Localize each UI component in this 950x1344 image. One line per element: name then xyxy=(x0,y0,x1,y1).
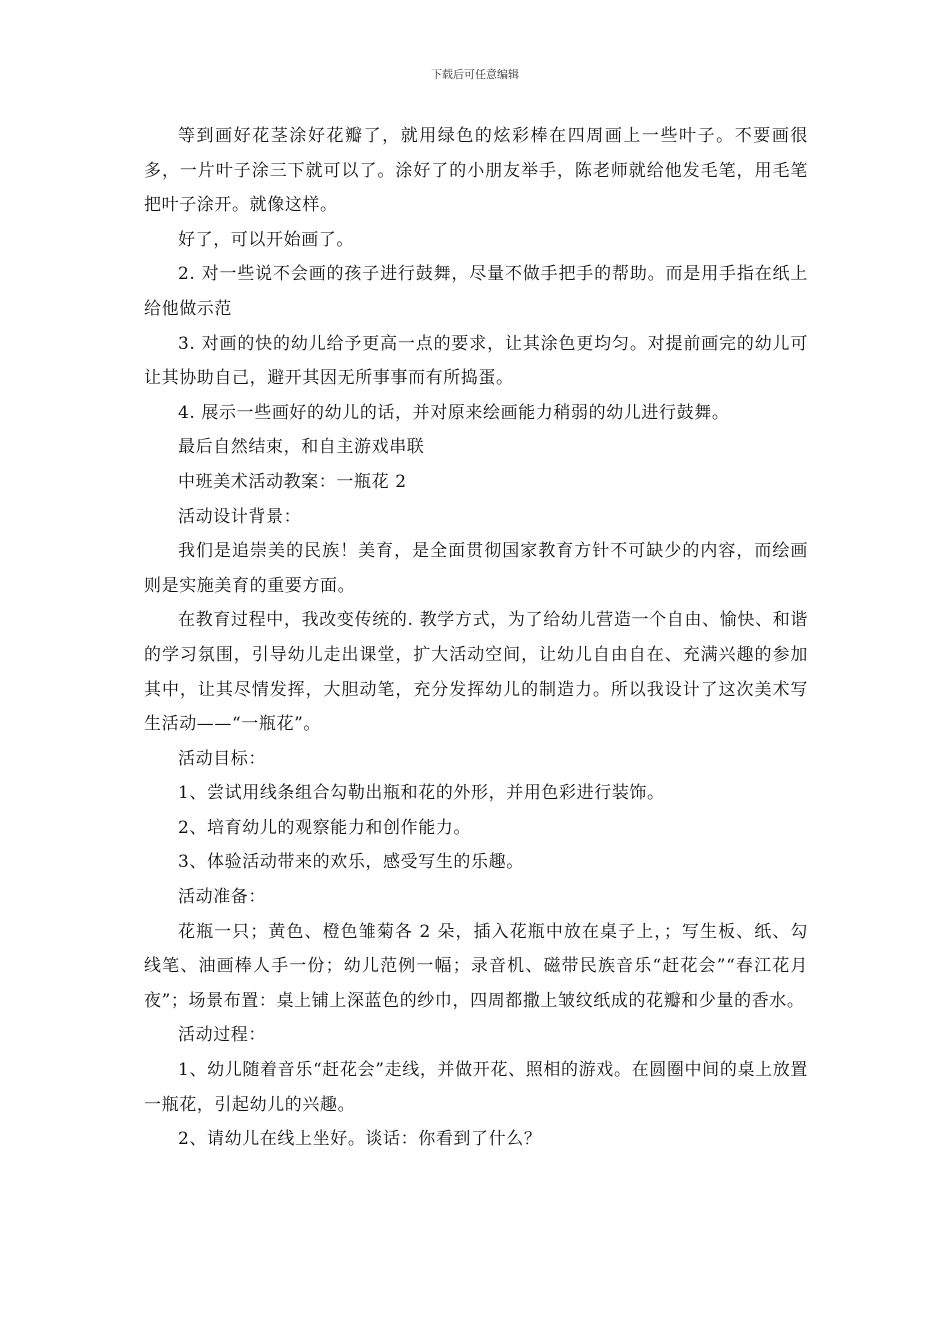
section-heading: 活动设计背景： xyxy=(178,506,302,527)
section-title: 中班美术活动教案：一瓶花 2 xyxy=(178,471,407,492)
paragraph: 在教育过程中，我改变传统的. 教学方式，为了给幼儿营造一个自由、愉快、和谐的学习氛围，引导幼儿走出课堂，扩大活动空间，让幼儿自由自在、充满兴趣的参加其中，让其尽情发挥，大胆动笔，充分发挥幼儿的制造力。所以我设计了这次美术写生活动——“一瓶花”。 xyxy=(144,610,808,735)
page-header: 下载后可任意编辑 xyxy=(431,68,519,81)
paragraph: 3. 对画的快的幼儿给予更高一点的要求，让其涂色更均匀。对提前画完的幼儿可让其协助自己，避开其因无所事事而有所捣蛋。 xyxy=(144,333,808,389)
paragraph: 好了，可以开始画了。 xyxy=(178,229,354,250)
list-item: 1、尝试用线条组合勾勒出瓶和花的外形，并用色彩进行装饰。 xyxy=(178,783,665,804)
list-item: 2、培育幼儿的观察能力和创作能力。 xyxy=(178,817,472,838)
list-item: 2、请幼儿在线上坐好。谈话：你看到了什么？ xyxy=(178,1129,542,1150)
document-body xyxy=(144,119,808,1157)
paragraph: 我们是追崇美的民族！美育，是全面贯彻国家教育方针不可缺少的内容，而绘画则是实施美育的重要方面。 xyxy=(144,541,808,596)
paragraph: 4. 展示一些画好的幼儿的话，并对原来绘画能力稍弱的幼儿进行鼓舞。 xyxy=(178,402,730,423)
section-heading: 活动过程： xyxy=(178,1025,266,1046)
paragraph: 2. 对一些说不会画的孩子进行鼓舞，尽量不做手把手的帮助。而是用手指在纸上给他做示范 xyxy=(144,264,808,319)
section-heading: 活动目标： xyxy=(178,748,266,769)
list-item: 1、幼儿随着音乐“赶花会”走线，并做开花、照相的游戏。在圆圈中间的桌上放置一瓶花，引起幼儿的兴趣。 xyxy=(144,1060,808,1115)
paragraph: 等到画好花茎涂好花瓣了，就用绿色的炫彩棒在四周画上一些叶子。不要画很多，一片叶子涂三下就可以了。涂好了的小朋友举手，陈老师就给他发毛笔，用毛笔把叶子涂开。就像这样。 xyxy=(144,126,808,216)
paragraph: 最后自然结束，和自主游戏串联 xyxy=(178,437,425,458)
paragraph: 花瓶一只；黄色、橙色雏菊各 2 朵，插入花瓶中放在桌子上，；写生板、纸、勾线笔、油画棒人手一份；幼儿范例一幅；录音机、磁带民族音乐“赶花会”“春江花月夜”；场景布置：桌上铺上深蓝色的纱巾，四周都撒上皱纹纸成的花瓣和少量的香水。 xyxy=(144,921,808,1011)
section-heading: 活动准备： xyxy=(178,887,266,908)
list-item: 3、体验活动带来的欢乐，感受写生的乐趣。 xyxy=(178,852,524,873)
